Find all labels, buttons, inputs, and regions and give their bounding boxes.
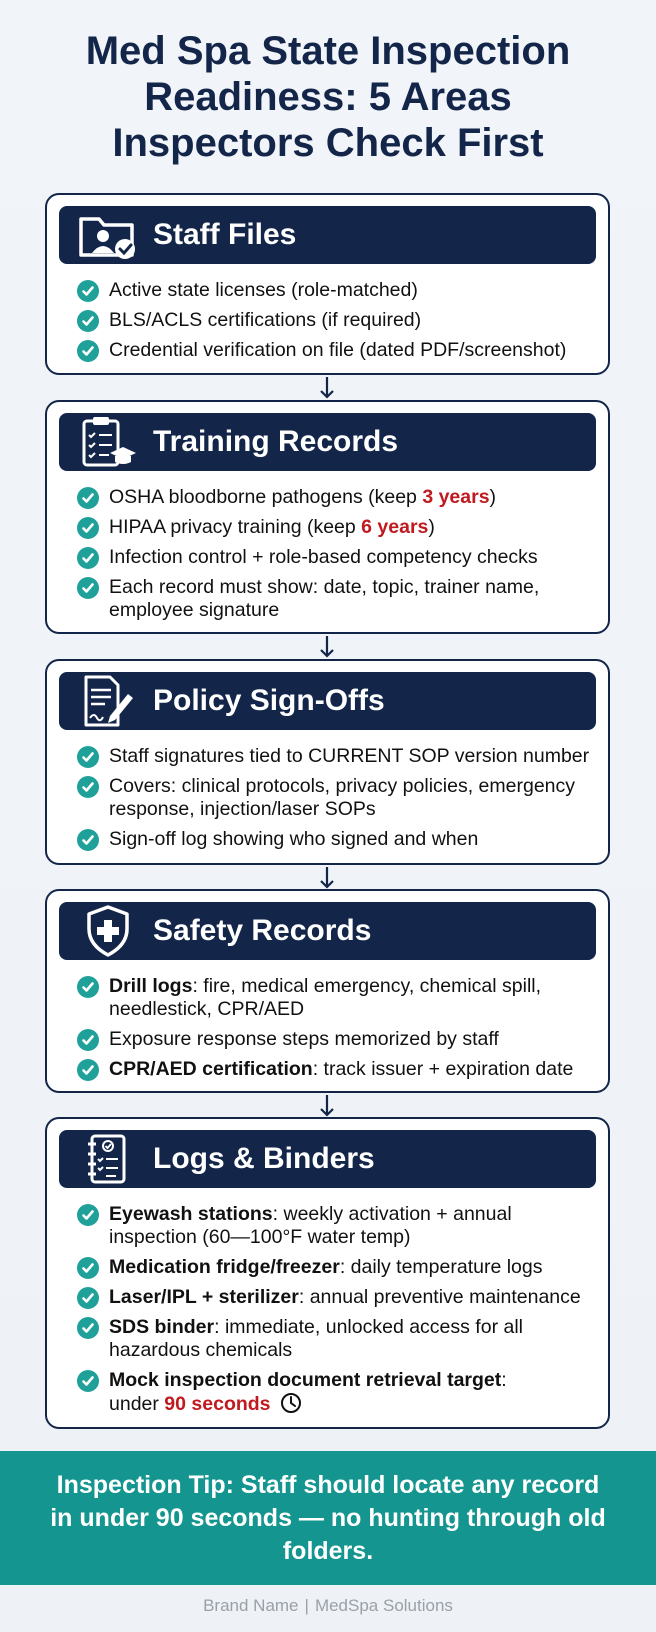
arrow-down-icon <box>317 635 337 659</box>
arrow-down-icon <box>317 866 337 890</box>
item-text: Mock inspection document retrieval target: under 90 seconds <box>109 1369 507 1415</box>
section-training-records <box>45 400 610 634</box>
item-text: OSHA bloodborne pathogens (keep 3 years) <box>109 486 497 508</box>
section-title: Safety Records <box>153 914 372 947</box>
company-name: MedSpa Solutions <box>314 1596 453 1615</box>
checklist <box>77 1203 594 1423</box>
check-icon <box>77 577 99 599</box>
check-icon <box>77 517 99 539</box>
clipboard-graduation-icon <box>73 413 143 471</box>
section-staff-files <box>45 193 610 375</box>
section-header <box>59 206 596 264</box>
checklist <box>77 279 594 369</box>
section-policy-sign-offs <box>45 659 610 865</box>
item-text: Drill logs: fire, medical emergency, chemical spill, needlestick, CPR/AED <box>109 975 542 1020</box>
list-item <box>77 975 594 1021</box>
check-icon <box>77 1287 99 1309</box>
arrow-down-icon <box>317 1094 337 1118</box>
retention-period: 6 years <box>361 516 429 538</box>
list-item <box>77 1058 594 1081</box>
list-item <box>77 1203 594 1249</box>
page-title: Med Spa State Inspection Readiness: 5 Areas Inspectors Check First <box>85 29 571 165</box>
section-title: Training Records <box>153 425 399 458</box>
list-item <box>77 1028 594 1051</box>
list-item <box>77 309 594 332</box>
list-item <box>77 339 594 362</box>
list-item <box>77 745 594 768</box>
check-icon <box>77 310 99 332</box>
section-header <box>59 672 596 730</box>
shield-cross-icon <box>73 902 143 960</box>
footer <box>0 1596 656 1616</box>
check-icon <box>77 976 99 998</box>
check-icon <box>77 829 99 851</box>
list-item <box>77 516 594 539</box>
clock-icon <box>280 1392 302 1414</box>
binder-checklist-icon <box>73 1130 143 1188</box>
retrieval-target: 90 seconds <box>164 1393 271 1415</box>
check-icon <box>77 1059 99 1081</box>
folder-person-icon <box>73 206 143 264</box>
section-safety-records <box>45 889 610 1093</box>
arrow-down-icon <box>317 376 337 400</box>
list-item <box>77 1316 594 1362</box>
check-icon <box>77 547 99 569</box>
checklist <box>77 486 594 629</box>
retention-period: 3 years <box>422 486 490 508</box>
section-title: Policy Sign-Offs <box>153 684 385 717</box>
item-text: Eyewash stations: weekly activation + annual inspection (60—100°F water temp) <box>109 1203 512 1248</box>
item-text: Credential verification on file (dated PDF/screenshot) <box>109 339 567 361</box>
section-title: Logs & Binders <box>153 1142 375 1175</box>
checklist <box>77 745 594 858</box>
item-text: BLS/ACLS certifications (if required) <box>109 309 422 331</box>
item-text: CPR/AED certification: track issuer + expiration date <box>109 1058 574 1080</box>
checklist <box>77 975 594 1088</box>
item-text: Medication fridge/freezer: daily temperature logs <box>109 1256 543 1278</box>
footer-divider: | <box>304 1596 309 1615</box>
check-icon <box>77 280 99 302</box>
section-header <box>59 413 596 471</box>
check-icon <box>77 1317 99 1339</box>
item-text: Each record must show: date, topic, trainer name, employee signature <box>109 576 540 621</box>
check-icon <box>77 487 99 509</box>
list-item <box>77 546 594 569</box>
item-text: Laser/IPL + sterilizer: annual preventive maintenance <box>109 1286 581 1308</box>
list-item <box>77 1369 594 1416</box>
check-icon <box>77 746 99 768</box>
check-icon <box>77 1204 99 1226</box>
check-icon <box>77 1370 99 1392</box>
item-text: HIPAA privacy training (keep 6 years) <box>109 516 435 538</box>
check-icon <box>77 1257 99 1279</box>
brand-name: Brand Name <box>203 1596 299 1615</box>
item-text: Exposure response steps memorized by staff <box>109 1028 499 1050</box>
item-text: Infection control + role-based competency checks <box>109 546 538 568</box>
section-header <box>59 902 596 960</box>
check-icon <box>77 340 99 362</box>
section-header <box>59 1130 596 1188</box>
section-logs-binders <box>45 1117 610 1429</box>
item-text: Active state licenses (role-matched) <box>109 279 418 301</box>
list-item <box>77 1256 594 1279</box>
list-item <box>77 828 594 851</box>
inspection-tip-banner: Inspection Tip: Staff should locate any record in under 90 seconds — no hunting through old folders. <box>0 1451 656 1585</box>
item-text: SDS binder: immediate, unlocked access for all hazardous chemicals <box>109 1316 523 1361</box>
section-title: Staff Files <box>153 218 297 251</box>
check-icon <box>77 1029 99 1051</box>
document-pen-icon <box>73 672 143 730</box>
list-item <box>77 279 594 302</box>
list-item <box>77 576 594 622</box>
check-icon <box>77 776 99 798</box>
item-text: Covers: clinical protocols, privacy policies, emergency response, injection/laser SOPs <box>109 775 576 820</box>
item-text: Staff signatures tied to CURRENT SOP version number <box>109 745 590 767</box>
list-item <box>77 486 594 509</box>
list-item <box>77 1286 594 1309</box>
item-text: Sign-off log showing who signed and when <box>109 828 479 850</box>
list-item <box>77 775 594 821</box>
